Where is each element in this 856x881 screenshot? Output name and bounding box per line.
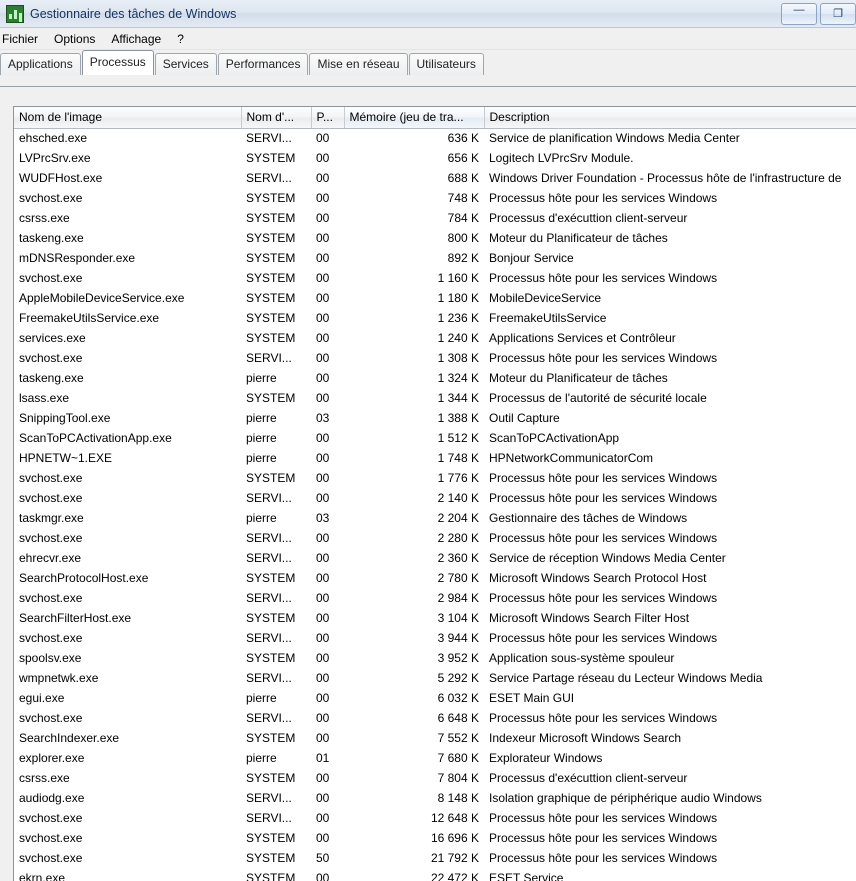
table-row[interactable] <box>14 688 856 708</box>
cell-image-name: taskeng.exe <box>19 231 84 245</box>
cell-cpu: 00 <box>316 291 330 305</box>
cell-memory: 21 792 K <box>430 851 479 865</box>
cell-description: Processus hôte pour les services Windows <box>489 531 718 545</box>
cell-description: Processus hôte pour les services Windows <box>489 491 718 505</box>
cell-user-name: SYSTEM <box>246 311 296 325</box>
table-row[interactable] <box>14 248 856 268</box>
cell-user-name: SYSTEM <box>246 471 296 485</box>
table-row[interactable] <box>14 408 856 428</box>
table-row[interactable] <box>14 488 856 508</box>
cell-cpu: 00 <box>316 551 330 565</box>
cell-memory: 7 680 K <box>437 751 479 765</box>
table-row[interactable] <box>14 508 856 528</box>
cell-cpu: 00 <box>316 271 330 285</box>
cell-memory: 2 984 K <box>437 591 479 605</box>
table-row[interactable] <box>14 128 856 148</box>
cell-image-name: svchost.exe <box>19 531 83 545</box>
cell-cpu: 00 <box>316 591 330 605</box>
cell-image-name: csrss.exe <box>19 771 70 785</box>
cell-memory: 800 K <box>447 231 479 245</box>
cell-memory: 6 648 K <box>437 711 479 725</box>
cell-user-name: pierre <box>246 691 277 705</box>
cell-cpu: 00 <box>316 631 330 645</box>
cell-user-name: SYSTEM <box>246 831 296 845</box>
cell-description: Windows Driver Foundation - Processus hôte de l'infrastructure de <box>489 171 842 185</box>
cell-memory: 1 160 K <box>437 271 479 285</box>
table-row[interactable] <box>14 848 856 868</box>
cell-cpu: 00 <box>316 691 330 705</box>
cell-description: FreemakeUtilsService <box>489 311 607 325</box>
cell-user-name: SYSTEM <box>246 391 296 405</box>
cell-cpu: 00 <box>316 791 330 805</box>
cell-user-name: SERVI... <box>246 791 292 805</box>
cell-description: HPNetworkCommunicatorCom <box>489 451 654 465</box>
cell-description: Application sous-système spouleur <box>489 651 675 665</box>
table-row[interactable] <box>14 608 856 628</box>
cell-cpu: 00 <box>316 831 330 845</box>
cell-user-name: pierre <box>246 511 277 525</box>
cell-description: Service de réception Windows Media Center <box>489 551 726 565</box>
window-controls <box>781 3 856 25</box>
cell-description: Explorateur Windows <box>489 751 603 765</box>
table-row[interactable] <box>14 428 856 448</box>
tab-processus[interactable]: Processus <box>82 50 154 75</box>
cell-description: Processus d'exécuttion client-serveur <box>489 771 688 785</box>
cell-user-name: SERVI... <box>246 671 292 685</box>
table-row[interactable] <box>14 328 856 348</box>
cell-image-name: svchost.exe <box>19 591 83 605</box>
menu-item-aide[interactable]: ? <box>177 31 184 46</box>
cell-memory: 16 696 K <box>430 831 479 845</box>
cell-memory: 12 648 K <box>430 811 479 825</box>
cell-image-name: svchost.exe <box>19 831 83 845</box>
cell-cpu: 00 <box>316 731 330 745</box>
cell-cpu: 00 <box>316 871 330 881</box>
cell-image-name: SearchIndexer.exe <box>19 731 120 745</box>
cell-cpu: 03 <box>316 511 330 525</box>
cell-memory: 3 944 K <box>437 631 479 645</box>
cell-description: Service de planification Windows Media Center <box>489 131 740 146</box>
cell-image-name: ehsched.exe <box>19 131 88 146</box>
cell-cpu: 00 <box>316 351 330 365</box>
table-row[interactable] <box>14 268 856 288</box>
cell-user-name: SYSTEM <box>246 151 296 165</box>
cell-cpu: 00 <box>316 171 330 185</box>
cell-description: Processus de l'autorité de sécurité locale <box>489 391 707 405</box>
cell-image-name: HPNETW~1.EXE <box>19 451 113 465</box>
cell-description: Gestionnaire des tâches de Windows <box>489 511 688 525</box>
table-row[interactable] <box>14 188 856 208</box>
cell-user-name: SYSTEM <box>246 731 296 745</box>
cell-user-name: SYSTEM <box>246 871 296 881</box>
cell-user-name: SYSTEM <box>246 231 296 245</box>
table-row[interactable] <box>14 348 856 368</box>
process-table <box>14 107 856 881</box>
cell-memory: 3 952 K <box>437 651 479 665</box>
table-row[interactable] <box>14 568 856 588</box>
cell-memory: 2 360 K <box>437 551 479 565</box>
cell-image-name: AppleMobileDeviceService.exe <box>19 291 185 305</box>
table-row[interactable] <box>14 548 856 568</box>
cell-image-name: svchost.exe <box>19 271 83 285</box>
cell-description: Processus hôte pour les services Windows <box>489 271 718 285</box>
window-title: Gestionnaire des tâches de Windows <box>30 6 237 21</box>
cell-memory: 1 180 K <box>437 291 479 305</box>
cell-image-name: svchost.exe <box>19 471 83 485</box>
cell-memory: 748 K <box>447 191 479 205</box>
cell-cpu: 00 <box>316 431 330 445</box>
processes-panel <box>0 86 856 881</box>
table-row[interactable] <box>14 728 856 748</box>
table-row[interactable] <box>14 808 856 828</box>
cell-memory: 656 K <box>447 151 479 165</box>
cell-cpu: 03 <box>316 411 330 425</box>
table-row[interactable] <box>14 628 856 648</box>
table-row[interactable] <box>14 368 856 388</box>
cell-memory: 892 K <box>447 251 479 265</box>
cell-cpu: 00 <box>316 611 330 625</box>
cell-description: Processus d'exécuttion client-serveur <box>489 211 688 225</box>
cell-cpu: 00 <box>316 191 330 205</box>
cell-user-name: SYSTEM <box>246 211 296 225</box>
cell-user-name: SERVI... <box>246 811 292 825</box>
table-row[interactable] <box>14 868 856 881</box>
cell-image-name: ScanToPCActivationApp.exe <box>19 431 172 445</box>
table-row[interactable] <box>14 768 856 788</box>
cell-memory: 8 148 K <box>437 791 479 805</box>
cell-cpu: 01 <box>316 751 330 765</box>
column-header-description[interactable]: Description <box>484 107 856 128</box>
cell-user-name: SYSTEM <box>246 771 296 785</box>
cell-user-name: SYSTEM <box>246 251 296 265</box>
cell-cpu: 00 <box>316 491 330 505</box>
table-row[interactable] <box>14 288 856 308</box>
cell-image-name: ehrecvr.exe <box>19 551 82 565</box>
cell-description: MobileDeviceService <box>489 291 602 305</box>
cell-description: Microsoft Windows Search Protocol Host <box>489 571 707 585</box>
cell-user-name: pierre <box>246 411 277 425</box>
table-row[interactable] <box>14 448 856 468</box>
cell-user-name: SYSTEM <box>246 191 296 205</box>
menu-item-options[interactable]: Options <box>54 31 96 46</box>
cell-image-name: SnippingTool.exe <box>19 411 111 425</box>
cell-memory: 1 308 K <box>437 351 479 365</box>
cell-description: Processus hôte pour les services Windows <box>489 851 718 865</box>
table-row[interactable] <box>14 528 856 548</box>
cell-image-name: lsass.exe <box>19 391 70 405</box>
cell-image-name: svchost.exe <box>19 351 83 365</box>
cell-description: Processus hôte pour les services Windows <box>489 711 718 725</box>
cell-image-name: ekrn.exe <box>19 871 66 881</box>
cell-image-name: FreemakeUtilsService.exe <box>19 311 160 325</box>
cell-description: Microsoft Windows Search Filter Host <box>489 611 690 625</box>
cell-user-name: SERVI... <box>246 531 292 545</box>
cell-cpu: 00 <box>316 331 330 345</box>
maximize-icon: ❐ <box>833 8 843 20</box>
cell-image-name: SearchFilterHost.exe <box>19 611 132 625</box>
cell-description: Processus hôte pour les services Windows <box>489 351 718 365</box>
cell-memory: 6 032 K <box>437 691 479 705</box>
cell-description: Moteur du Planificateur de tâches <box>489 371 668 385</box>
cell-cpu: 00 <box>316 371 330 385</box>
cell-user-name: SERVI... <box>246 591 292 605</box>
cell-cpu: 00 <box>316 451 330 465</box>
cell-memory: 636 K <box>447 131 479 146</box>
cell-memory: 688 K <box>447 171 479 185</box>
cell-user-name: SYSTEM <box>246 571 296 585</box>
cell-image-name: WUDFHost.exe <box>19 171 103 185</box>
cell-image-name: taskeng.exe <box>19 371 84 385</box>
cell-cpu: 00 <box>316 471 330 485</box>
table-row[interactable] <box>14 168 856 188</box>
cell-cpu: 00 <box>316 651 330 665</box>
table-row[interactable] <box>14 668 856 688</box>
cell-cpu: 00 <box>316 671 330 685</box>
cell-user-name: SERVI... <box>246 171 292 185</box>
table-body <box>14 128 856 881</box>
table-row[interactable] <box>14 208 856 228</box>
table-header <box>14 107 856 128</box>
cell-description: Processus hôte pour les services Windows <box>489 831 718 845</box>
cell-memory: 1 344 K <box>437 391 479 405</box>
cell-image-name: egui.exe <box>19 691 65 705</box>
minimize-button[interactable] <box>781 3 817 25</box>
cell-memory: 1 512 K <box>437 431 479 445</box>
column-header-image-name[interactable]: Nom de l'image <box>14 107 241 128</box>
cell-cpu: 00 <box>316 811 330 825</box>
cell-cpu: 00 <box>316 311 330 325</box>
tab-services[interactable]: Services <box>155 53 217 75</box>
cell-user-name: SERVI... <box>246 631 292 645</box>
cell-cpu: 00 <box>316 531 330 545</box>
cell-memory: 1 240 K <box>437 331 479 345</box>
cell-user-name: SYSTEM <box>246 291 296 305</box>
table-row[interactable] <box>14 588 856 608</box>
cell-image-name: svchost.exe <box>19 631 83 645</box>
cell-description: Isolation graphique de périphérique audio Windows <box>489 791 762 805</box>
cell-memory: 3 104 K <box>437 611 479 625</box>
cell-description: ScanToPCActivationApp <box>489 431 620 445</box>
cell-cpu: 00 <box>316 151 330 165</box>
table-row[interactable] <box>14 708 856 728</box>
cell-description: Bonjour Service <box>489 251 574 265</box>
cell-description: Applications Services et Contrôleur <box>489 331 676 345</box>
cell-description: ESET Main GUI <box>489 691 575 705</box>
cell-cpu: 00 <box>316 231 330 245</box>
cell-description: Service Partage réseau du Lecteur Windows Media <box>489 671 763 685</box>
cell-description: Processus hôte pour les services Windows <box>489 631 718 645</box>
tab-applications[interactable]: Applications <box>0 53 81 75</box>
cell-memory: 1 748 K <box>437 451 479 465</box>
cell-user-name: SYSTEM <box>246 331 296 345</box>
maximize-button[interactable] <box>820 3 856 25</box>
cell-memory: 2 280 K <box>437 531 479 545</box>
cell-description: Processus hôte pour les services Windows <box>489 811 718 825</box>
cell-description: Logitech LVPrcSrv Module. <box>489 151 634 165</box>
column-header-cpu[interactable]: P... <box>311 107 344 128</box>
cell-cpu: 00 <box>316 211 330 225</box>
cell-memory: 2 780 K <box>437 571 479 585</box>
cell-image-name: audiodg.exe <box>19 791 85 805</box>
cell-memory: 22 472 K <box>430 871 479 881</box>
cell-user-name: SERVI... <box>246 491 292 505</box>
menu-bar <box>0 28 856 50</box>
cell-user-name: SERVI... <box>246 551 292 565</box>
cell-image-name: svchost.exe <box>19 811 83 825</box>
cell-memory: 5 292 K <box>437 671 479 685</box>
table-row[interactable] <box>14 748 856 768</box>
tab-strip <box>0 50 856 75</box>
cell-image-name: mDNSResponder.exe <box>19 251 136 265</box>
tab-performances[interactable]: Performances <box>218 53 309 75</box>
cell-memory: 7 804 K <box>437 771 479 785</box>
cell-user-name: SYSTEM <box>246 271 296 285</box>
cell-image-name: svchost.exe <box>19 711 83 725</box>
table-row[interactable] <box>14 388 856 408</box>
cell-description: Processus hôte pour les services Windows <box>489 471 718 485</box>
task-manager-icon <box>6 5 24 23</box>
cell-user-name: pierre <box>246 451 277 465</box>
header-row <box>14 107 856 128</box>
cell-user-name: pierre <box>246 371 277 385</box>
table-row[interactable] <box>14 828 856 848</box>
cell-user-name: pierre <box>246 431 277 445</box>
cell-memory: 784 K <box>447 211 479 225</box>
cell-user-name: SERVI... <box>246 131 292 146</box>
cell-description: Processus hôte pour les services Windows <box>489 191 718 205</box>
table-row[interactable] <box>14 308 856 328</box>
cell-image-name: SearchProtocolHost.exe <box>19 571 149 585</box>
cell-memory: 1 324 K <box>437 371 479 385</box>
cell-cpu: 00 <box>316 131 330 146</box>
cell-image-name: taskmgr.exe <box>19 511 84 525</box>
cell-user-name: SERVI... <box>246 351 292 365</box>
cell-cpu: 00 <box>316 571 330 585</box>
cell-cpu: 00 <box>316 711 330 725</box>
cell-cpu: 00 <box>316 251 330 265</box>
column-header-memory[interactable]: Mémoire (jeu de tra... <box>344 107 484 128</box>
process-grid[interactable] <box>13 106 856 881</box>
cell-description: Outil Capture <box>489 411 560 425</box>
cell-user-name: SERVI... <box>246 711 292 725</box>
cell-image-name: csrss.exe <box>19 211 70 225</box>
cell-image-name: services.exe <box>19 331 86 345</box>
cell-memory: 1 236 K <box>437 311 479 325</box>
cell-image-name: spoolsv.exe <box>19 651 82 665</box>
title-bar <box>0 0 856 28</box>
cell-image-name: svchost.exe <box>19 191 83 205</box>
tab-utilisateurs[interactable]: Utilisateurs <box>409 53 484 75</box>
cell-user-name: SYSTEM <box>246 851 296 865</box>
menu-item-affichage[interactable]: Affichage <box>111 31 162 46</box>
cell-image-name: svchost.exe <box>19 491 83 505</box>
cell-user-name: SYSTEM <box>246 651 296 665</box>
minimize-icon: — <box>793 4 805 16</box>
table-row[interactable] <box>14 228 856 248</box>
cell-cpu: 00 <box>316 391 330 405</box>
cell-image-name: svchost.exe <box>19 851 83 865</box>
cell-description: Processus hôte pour les services Windows <box>489 591 718 605</box>
cell-memory: 1 776 K <box>437 471 479 485</box>
cell-user-name: SYSTEM <box>246 611 296 625</box>
cell-memory: 2 140 K <box>437 491 479 505</box>
cell-user-name: pierre <box>246 751 277 765</box>
cell-memory: 2 204 K <box>437 511 479 525</box>
cell-description: Moteur du Planificateur de tâches <box>489 231 668 245</box>
cell-memory: 7 552 K <box>437 731 479 745</box>
cell-image-name: wmpnetwk.exe <box>19 671 99 685</box>
tab-mise-en-reseau[interactable]: Mise en réseau <box>309 53 407 75</box>
cell-memory: 1 388 K <box>437 411 479 425</box>
table-row[interactable] <box>14 148 856 168</box>
column-header-user-name[interactable]: Nom d'... <box>241 107 311 128</box>
cell-image-name: LVPrcSrv.exe <box>19 151 91 165</box>
table-row[interactable] <box>14 468 856 488</box>
menu-item-fichier[interactable]: Fichier <box>2 31 39 46</box>
cell-image-name: explorer.exe <box>19 751 85 765</box>
cell-cpu: 00 <box>316 771 330 785</box>
cell-description: ESET Service <box>489 871 564 881</box>
cell-cpu: 50 <box>316 851 330 865</box>
cell-description: Indexeur Microsoft Windows Search <box>489 731 682 745</box>
table-row[interactable] <box>14 648 856 668</box>
table-row[interactable] <box>14 788 856 808</box>
